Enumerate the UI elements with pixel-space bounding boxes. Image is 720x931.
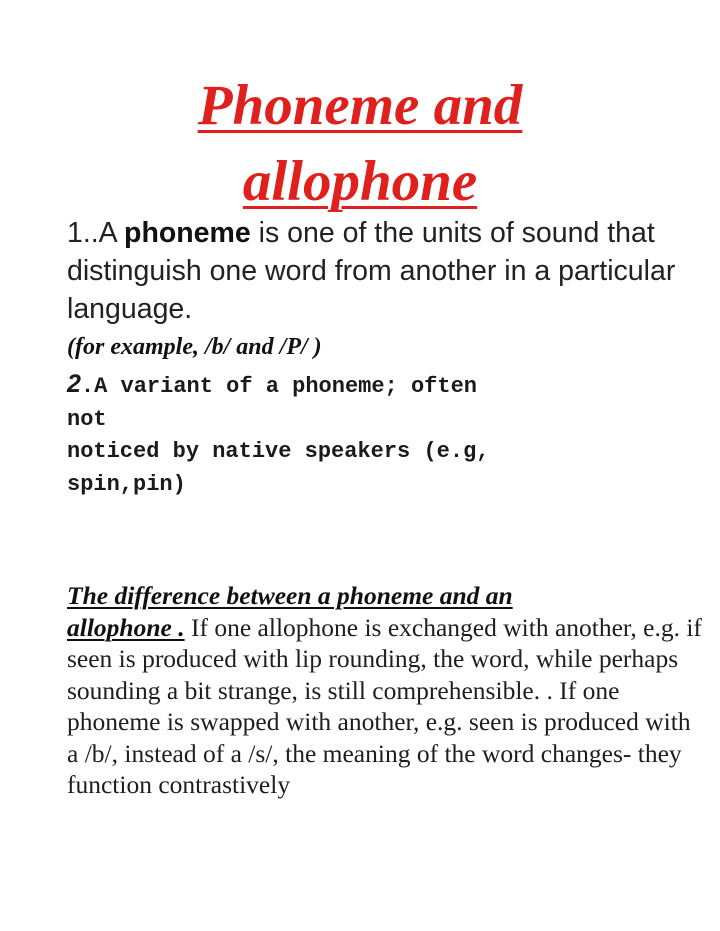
definition-2-line-4: spin,pin) [67,471,186,497]
definition-1-prefix: 1..A [67,217,125,249]
definition-2-line-2: not [67,406,107,432]
phoneme-definition [67,214,687,328]
difference-heading-part-1: The difference between a phoneme and an [67,581,513,610]
difference-paragraph [67,580,707,801]
page-title-line-1: Phoneme and [197,74,523,137]
definition-2-line-1: .A variant of a phoneme; often [80,374,477,399]
phoneme-term: phoneme [124,217,251,249]
difference-body: If one allophone is exchanged with another, e.g. if seen is produced with lip rounding, the word, while perhaps sounding a bit strange, is still comprehensible. . If one phoneme is swapped with another, e.g. seen is produced with a /b/, instead of a /s/, the meaning of the word changes- they function contrastively [67,612,702,799]
definition-2-line-3: noticed by native speakers (e.g, [67,439,490,464]
allophone-definition [67,368,707,501]
definition-2-number: 2 [67,370,81,398]
definition-1-text: is one of the units of sound that distinguish one word from another in a particular language. [67,217,676,325]
phoneme-example: (for example, /b/ and /P/ ) [67,334,322,360]
page-title-line-2: allophone [242,150,478,213]
difference-heading-part-2: allophone . [67,612,185,642]
